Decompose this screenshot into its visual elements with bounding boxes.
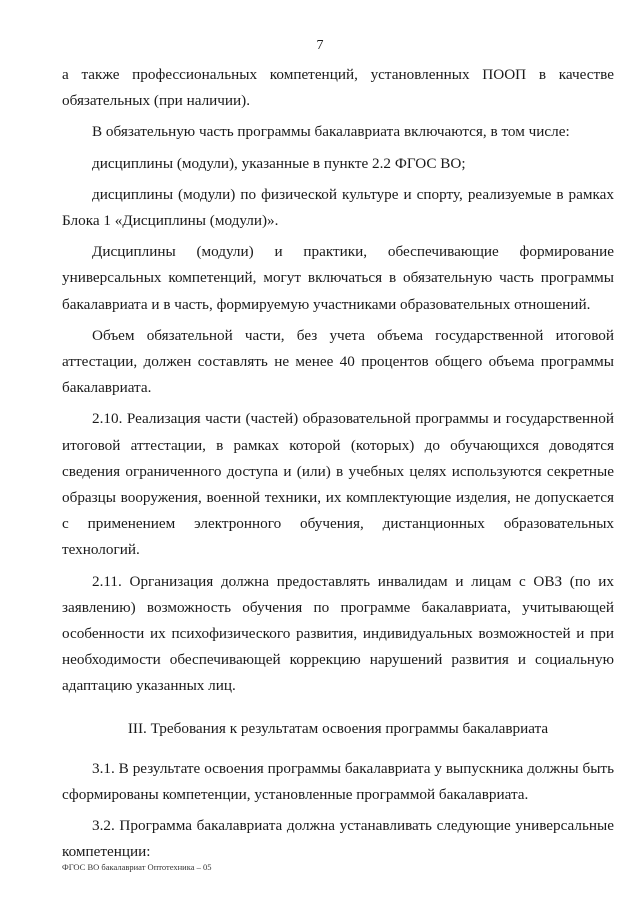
section-heading: III. Требования к результатам освоения программы бакалавриата [127, 719, 549, 737]
paragraph-2-11: 2.11. Организация должна предоставлять инвалидам и лицам с ОВЗ (по их заявлению) возможность обучения по программе бакалавриата, учитывающей особенности их психофизического развития, индивидуальных возможностей и при необходимости обеспечивающей коррекцию нарушений развития и социальную адаптацию указанных лиц. [62, 572, 614, 695]
paragraph-mandatory-part: В обязательную часть программы бакалавриата включаются, в том числе: [92, 123, 570, 141]
paragraph-continuation: а также профессиональных компетенций, установленных ПООП в качестве обязательных (при наличии). [62, 66, 614, 110]
paragraph-2-10: 2.10. Реализация части (частей) образовательной программы и государственной итоговой аттестации, в рамках которой (которых) до обучающихся доводятся сведения ограниченного доступа и (или) в учебных целях используются секретные образцы вооружения, военной техники, их комплектующие изделия, не допускается с применением электронного обучения, дистанционных образовательных технологий. [62, 410, 614, 559]
paragraph-3-1: 3.1. В результате освоения программы бакалавриата у выпускника должны быть сформированы компетенции, установленные программой бакалавриата. [62, 759, 614, 804]
page-footer: ФГОС ВО бакалавриат Оптотехника – 05 [62, 862, 212, 872]
paragraph-disciplines-fgos: дисциплины (модули), указанные в пункте 2.2 ФГОС ВО; [92, 154, 466, 172]
paragraph-universal-competencies: Дисциплины (модули) и практики, обеспечивающие формирование универсальных компетенций, могут включаться в обязательную часть программы бакалавриата и в часть, формируемую участниками образовательных отношений. [62, 243, 614, 313]
document-body [62, 62, 614, 871]
paragraph-mandatory-volume: Объем обязательной части, без учета объема государственной итоговой аттестации, должен составлять не менее 40 процентов общего объема программы бакалавриата. [62, 326, 614, 397]
paragraph-3-2: 3.2. Программа бакалавриата должна устанавливать следующие универсальные компетенции: [62, 817, 614, 861]
paragraph-disciplines-sport: дисциплины (модули) по физической культуре и спорту, реализуемые в рамках Блока 1 «Дисциплины (модули)». [62, 185, 614, 230]
page-number: 7 [316, 38, 324, 53]
